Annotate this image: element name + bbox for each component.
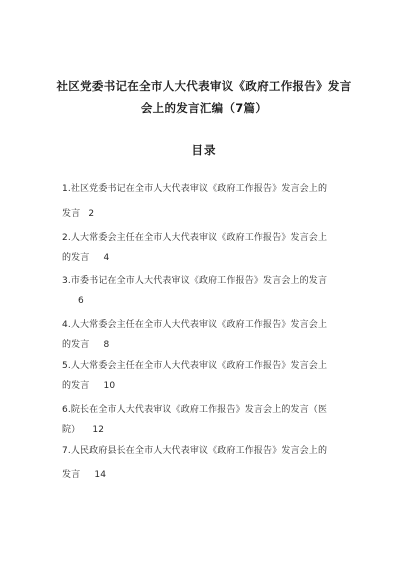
document-title-line-2: 会上的发言汇编（7篇） (140, 101, 268, 115)
toc-entry-3-line-1[interactable]: 3.市委书记在全市人大代表审议《政府工作报告》发言会上的发言 (62, 276, 328, 286)
toc-entry-4-line-2[interactable] (62, 338, 109, 352)
toc-entry-4-page-number: 8 (103, 340, 110, 350)
toc-entry-6-line-1[interactable]: 6.院长在全市人大代表审议《政府工作报告》发言会上的发言（医 (62, 405, 328, 415)
toc-entry-7-page-number: 14 (94, 470, 107, 480)
toc-entry-5-page-number: 10 (103, 381, 116, 391)
toc-entry-2-line-1[interactable]: 2.人大常委会主任在全市人大代表审议《政府工作报告》发言会上 (62, 233, 328, 243)
toc-entry-6-page-number: 12 (92, 425, 105, 435)
toc-entry-5-text: 的发言 (62, 381, 90, 391)
toc-entry-2-text: 的发言 (62, 253, 90, 263)
toc-entry-2-page-number: 4 (103, 253, 110, 263)
toc-entry-5-line-1[interactable]: 5.人大常委会主任在全市人大代表审议《政府工作报告》发言会上 (62, 361, 328, 371)
toc-entry-6-text: 院） (62, 425, 81, 435)
toc-entry-1-text: 发言 (62, 209, 81, 219)
toc-entry-1-line-1[interactable]: 1.社区党委书记在全市人大代表审议《政府工作报告》发言会上的 (62, 184, 328, 194)
toc-entry-3-page-number: 6 (78, 296, 84, 306)
toc-entry-7-line-1[interactable]: 7.人民政府县长在全市人大代表审议《政府工作报告》发言会上的 (62, 446, 328, 456)
toc-entry-7-text: 发言 (62, 470, 81, 480)
toc-entry-4-line-1[interactable]: 4.人大常委会主任在全市人大代表审议《政府工作报告》发言会上 (62, 320, 328, 330)
toc-entry-3-line-2[interactable] (78, 294, 84, 308)
toc-entry-1-line-2[interactable] (62, 207, 94, 221)
document-title-line-1: 社区党委书记在全市人大代表审议《政府工作报告》发言 (56, 79, 352, 93)
toc-entry-4-text: 的发言 (62, 340, 90, 350)
toc-entry-7-line-2[interactable] (62, 468, 106, 482)
toc-entry-2-line-2[interactable] (62, 251, 109, 265)
toc-entry-1-page-number: 2 (88, 209, 95, 219)
toc-heading: 目录 (191, 143, 217, 157)
toc-entry-5-line-2[interactable] (62, 379, 115, 393)
toc-entry-6-line-2[interactable] (62, 423, 104, 437)
